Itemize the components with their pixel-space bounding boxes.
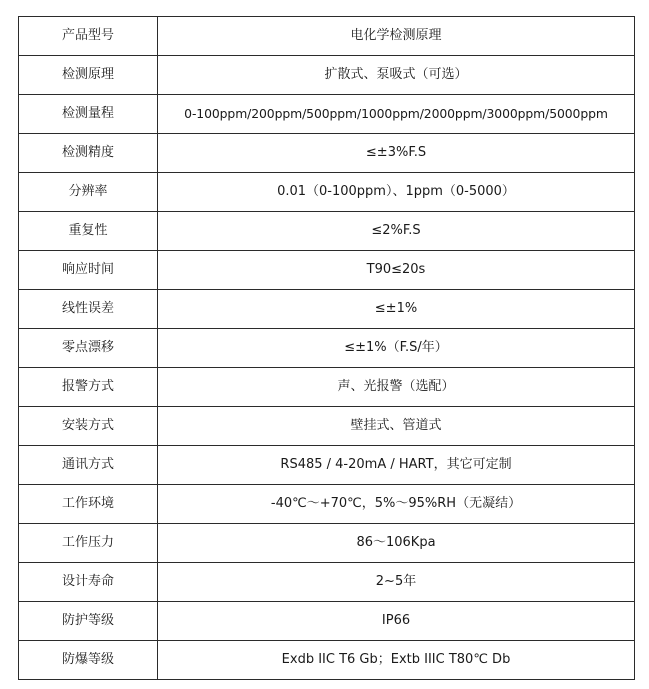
row-label: 零点漂移 — [19, 329, 158, 368]
row-label: 检测精度 — [19, 134, 158, 173]
row-value: ≤±1%（F.S/年） — [158, 329, 635, 368]
row-label: 设计寿命 — [19, 563, 158, 602]
row-value: ≤2%F.S — [158, 212, 635, 251]
row-label: 检测原理 — [19, 56, 158, 95]
row-value: Exdb IIC T6 Gb；Extb IIIC T80℃ Db — [158, 641, 635, 680]
table-row-response-time — [19, 251, 635, 290]
row-value: 0-100ppm/200ppm/500ppm/1000ppm/2000ppm/3000ppm/5000ppm — [158, 95, 635, 134]
row-value: RS485 / 4-20mA / HART，其它可定制 — [158, 446, 635, 485]
table-row-lifespan — [19, 563, 635, 602]
table-row-pressure — [19, 524, 635, 563]
table-row-detection-principle — [19, 56, 635, 95]
row-value: -40℃～+70℃，5%～95%RH（无凝结） — [158, 485, 635, 524]
row-value: 2~5年 — [158, 563, 635, 602]
row-value: 86～106Kpa — [158, 524, 635, 563]
row-label: 防爆等级 — [19, 641, 158, 680]
row-value: 0.01（0-100ppm）、1ppm（0-5000） — [158, 173, 635, 212]
table-row-detection-range — [19, 95, 635, 134]
table-row-linearity-error — [19, 290, 635, 329]
row-label: 响应时间 — [19, 251, 158, 290]
row-label: 线性误差 — [19, 290, 158, 329]
row-value: 电化学检测原理 — [158, 17, 635, 56]
row-label: 产品型号 — [19, 17, 158, 56]
table-row-accuracy — [19, 134, 635, 173]
table-row-explosion-proof — [19, 641, 635, 680]
row-value: T90≤20s — [158, 251, 635, 290]
row-value: 壁挂式、管道式 — [158, 407, 635, 446]
spec-table — [18, 16, 635, 680]
table-row-protection-level — [19, 602, 635, 641]
spec-table-body — [19, 17, 635, 680]
row-label: 重复性 — [19, 212, 158, 251]
table-row-environment — [19, 485, 635, 524]
row-label: 防护等级 — [19, 602, 158, 641]
row-label: 分辨率 — [19, 173, 158, 212]
row-label: 报警方式 — [19, 368, 158, 407]
row-label: 工作压力 — [19, 524, 158, 563]
table-row-resolution — [19, 173, 635, 212]
table-row-model — [19, 17, 635, 56]
table-row-zero-drift — [19, 329, 635, 368]
row-label: 安装方式 — [19, 407, 158, 446]
row-value: 声、光报警（选配） — [158, 368, 635, 407]
table-row-repeatability — [19, 212, 635, 251]
table-row-installation — [19, 407, 635, 446]
table-row-communication — [19, 446, 635, 485]
row-value: IP66 — [158, 602, 635, 641]
row-label: 检测量程 — [19, 95, 158, 134]
row-label: 通讯方式 — [19, 446, 158, 485]
row-value: ≤±1% — [158, 290, 635, 329]
row-value: ≤±3%F.S — [158, 134, 635, 173]
row-value: 扩散式、泵吸式（可选） — [158, 56, 635, 95]
row-label: 工作环境 — [19, 485, 158, 524]
table-row-alarm-mode — [19, 368, 635, 407]
